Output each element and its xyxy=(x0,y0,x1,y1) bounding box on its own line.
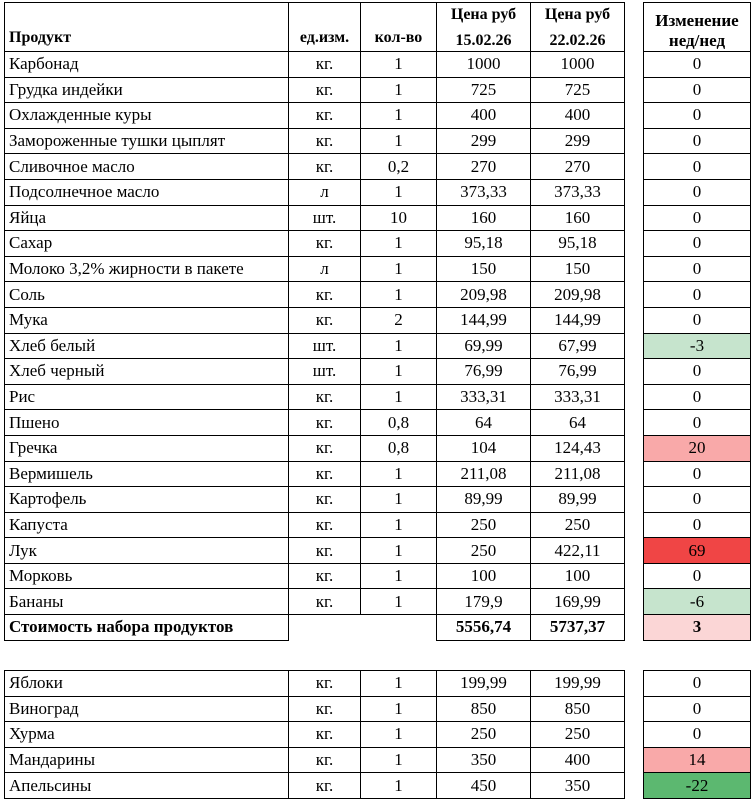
price-1-cell: 250 xyxy=(437,538,531,564)
product-name: Хлеб белый xyxy=(5,333,289,359)
table-row xyxy=(5,461,625,487)
price-1-cell: 150 xyxy=(437,256,531,282)
price-1-cell: 1000 xyxy=(437,52,531,78)
qty-cell: 1 xyxy=(361,696,437,722)
header-price-label-1: Цена руб xyxy=(437,3,531,26)
unit-cell: л xyxy=(289,256,361,282)
unit-cell: кг. xyxy=(289,103,361,129)
product-name: Подсолнечное масло xyxy=(5,179,289,205)
table-row xyxy=(5,487,625,513)
qty-cell: 1 xyxy=(361,538,437,564)
change-cell: 0 xyxy=(644,696,751,722)
header-qty: кол-во xyxy=(361,3,437,52)
product-name: Яблоки xyxy=(5,671,289,697)
change-row xyxy=(644,671,751,697)
table-row xyxy=(5,154,625,180)
change-cell: 0 xyxy=(644,512,751,538)
table-row xyxy=(5,103,625,129)
price-2-cell: 64 xyxy=(531,410,625,436)
unit-cell: кг. xyxy=(289,696,361,722)
change-row xyxy=(644,359,751,385)
qty-cell: 1 xyxy=(361,722,437,748)
price-2-cell: 124,43 xyxy=(531,435,625,461)
unit-cell: кг. xyxy=(289,128,361,154)
price-1-cell: 209,98 xyxy=(437,282,531,308)
qty-cell: 1 xyxy=(361,333,437,359)
qty-cell: 1 xyxy=(361,461,437,487)
qty-cell: 1 xyxy=(361,103,437,129)
qty-cell: 1 xyxy=(361,179,437,205)
change-row xyxy=(644,52,751,78)
table-row xyxy=(5,256,625,282)
price-table xyxy=(4,2,625,641)
qty-cell: 1 xyxy=(361,282,437,308)
table-row xyxy=(5,384,625,410)
qty-cell: 1 xyxy=(361,128,437,154)
header-date-2: 22.02.26 xyxy=(531,25,625,52)
change-cell: -3 xyxy=(644,333,751,359)
unit-cell: кг. xyxy=(289,52,361,78)
header-change-line1: Изменение xyxy=(655,11,739,30)
product-name: Мандарины xyxy=(5,747,289,773)
price-1-cell: 144,99 xyxy=(437,307,531,333)
table-row xyxy=(5,589,625,615)
change-row xyxy=(644,77,751,103)
total-empty-qty xyxy=(361,615,437,641)
price-2-cell: 400 xyxy=(531,103,625,129)
product-name: Картофель xyxy=(5,487,289,513)
total-label: Стоимость набора продуктов xyxy=(5,615,289,641)
table-row xyxy=(5,179,625,205)
unit-cell: кг. xyxy=(289,410,361,436)
unit-cell: кг. xyxy=(289,563,361,589)
change-row xyxy=(644,773,751,799)
change-row xyxy=(644,205,751,231)
price-2-cell: 350 xyxy=(531,773,625,799)
table-row xyxy=(5,563,625,589)
table-row xyxy=(5,538,625,564)
price-1-cell: 373,33 xyxy=(437,179,531,205)
change-cell: 0 xyxy=(644,179,751,205)
table-row xyxy=(5,128,625,154)
header-price-label-2: Цена руб xyxy=(531,3,625,26)
product-name: Хурма xyxy=(5,722,289,748)
price-2-cell: 373,33 xyxy=(531,179,625,205)
table-row xyxy=(5,307,625,333)
qty-cell: 1 xyxy=(361,487,437,513)
price-2-cell: 95,18 xyxy=(531,231,625,257)
price-2-cell: 1000 xyxy=(531,52,625,78)
total-row xyxy=(5,615,625,641)
unit-cell: кг. xyxy=(289,487,361,513)
product-name: Бананы xyxy=(5,589,289,615)
qty-cell: 0,8 xyxy=(361,410,437,436)
table-row xyxy=(5,410,625,436)
fruit-table xyxy=(4,670,625,799)
change-cell: 0 xyxy=(644,722,751,748)
table-row xyxy=(5,282,625,308)
price-2-cell: 250 xyxy=(531,512,625,538)
change-row xyxy=(644,333,751,359)
unit-cell: шт. xyxy=(289,359,361,385)
header-unit: ед.изм. xyxy=(289,3,361,52)
product-name: Соль xyxy=(5,282,289,308)
product-name: Грудка индейки xyxy=(5,77,289,103)
price-1-cell: 69,99 xyxy=(437,333,531,359)
change-row xyxy=(644,154,751,180)
price-1-cell: 160 xyxy=(437,205,531,231)
product-name: Капуста xyxy=(5,512,289,538)
price-1-cell: 89,99 xyxy=(437,487,531,513)
change-cell: 0 xyxy=(644,154,751,180)
change-cell: 0 xyxy=(644,282,751,308)
table-row xyxy=(5,359,625,385)
product-name: Сахар xyxy=(5,231,289,257)
change-row xyxy=(644,461,751,487)
change-row xyxy=(644,103,751,129)
table-row xyxy=(5,671,625,697)
price-1-cell: 64 xyxy=(437,410,531,436)
change-row xyxy=(644,282,751,308)
change-row xyxy=(644,128,751,154)
unit-cell: кг. xyxy=(289,384,361,410)
qty-cell: 1 xyxy=(361,77,437,103)
product-name: Карбонад xyxy=(5,52,289,78)
header-change-line2: нед/нед xyxy=(668,31,726,50)
change-row xyxy=(644,512,751,538)
change-cell: 0 xyxy=(644,359,751,385)
header-product: Продукт xyxy=(5,3,289,52)
table-row xyxy=(5,696,625,722)
price-2-cell: 67,99 xyxy=(531,333,625,359)
header-row-1 xyxy=(5,3,625,26)
price-2-cell: 299 xyxy=(531,128,625,154)
unit-cell: кг. xyxy=(289,307,361,333)
price-2-cell: 400 xyxy=(531,747,625,773)
price-2-cell: 100 xyxy=(531,563,625,589)
qty-cell: 2 xyxy=(361,307,437,333)
unit-cell: кг. xyxy=(289,671,361,697)
product-name: Яйца xyxy=(5,205,289,231)
unit-cell: кг. xyxy=(289,538,361,564)
product-name: Охлажденные куры xyxy=(5,103,289,129)
price-2-cell: 150 xyxy=(531,256,625,282)
price-2-cell: 422,11 xyxy=(531,538,625,564)
change-cell: 0 xyxy=(644,231,751,257)
price-2-cell: 850 xyxy=(531,696,625,722)
table-row xyxy=(5,231,625,257)
table-row xyxy=(5,773,625,799)
change-cell: 69 xyxy=(644,538,751,564)
table-row xyxy=(5,333,625,359)
qty-cell: 1 xyxy=(361,589,437,615)
price-1-cell: 179,9 xyxy=(437,589,531,615)
change-header-row xyxy=(644,3,751,52)
qty-cell: 1 xyxy=(361,671,437,697)
product-name: Апельсины xyxy=(5,773,289,799)
change-cell: 14 xyxy=(644,747,751,773)
unit-cell: кг. xyxy=(289,589,361,615)
product-name: Мука xyxy=(5,307,289,333)
change-row xyxy=(644,410,751,436)
price-1-cell: 350 xyxy=(437,747,531,773)
unit-cell: кг. xyxy=(289,435,361,461)
qty-cell: 0,8 xyxy=(361,435,437,461)
table-row xyxy=(5,512,625,538)
unit-cell: кг. xyxy=(289,512,361,538)
price-1-cell: 100 xyxy=(437,563,531,589)
change-cell: 0 xyxy=(644,563,751,589)
price-2-cell: 76,99 xyxy=(531,359,625,385)
price-2-cell: 333,31 xyxy=(531,384,625,410)
product-name: Замороженные тушки цыплят xyxy=(5,128,289,154)
unit-cell: кг. xyxy=(289,77,361,103)
change-row xyxy=(644,722,751,748)
change-row xyxy=(644,307,751,333)
change-cell: 0 xyxy=(644,384,751,410)
product-name: Хлеб черный xyxy=(5,359,289,385)
qty-cell: 1 xyxy=(361,563,437,589)
price-2-cell: 209,98 xyxy=(531,282,625,308)
price-2-cell: 89,99 xyxy=(531,487,625,513)
qty-cell: 1 xyxy=(361,52,437,78)
change-cell: 0 xyxy=(644,52,751,78)
price-1-cell: 450 xyxy=(437,773,531,799)
qty-cell: 1 xyxy=(361,359,437,385)
qty-cell: 1 xyxy=(361,384,437,410)
price-1-cell: 270 xyxy=(437,154,531,180)
change-cell: 0 xyxy=(644,256,751,282)
unit-cell: л xyxy=(289,179,361,205)
change-cell: -6 xyxy=(644,589,751,615)
qty-cell: 1 xyxy=(361,747,437,773)
change-row xyxy=(644,696,751,722)
price-2-cell: 725 xyxy=(531,77,625,103)
price-2-cell: 270 xyxy=(531,154,625,180)
price-2-cell: 211,08 xyxy=(531,461,625,487)
header-change xyxy=(644,3,751,52)
price-2-cell: 199,99 xyxy=(531,671,625,697)
total-empty-unit xyxy=(289,615,361,641)
price-1-cell: 76,99 xyxy=(437,359,531,385)
product-name: Сливочное масло xyxy=(5,154,289,180)
price-1-cell: 250 xyxy=(437,512,531,538)
qty-cell: 0,2 xyxy=(361,154,437,180)
unit-cell: шт. xyxy=(289,333,361,359)
total-price-2: 5737,37 xyxy=(531,615,625,641)
unit-cell: кг. xyxy=(289,154,361,180)
total-price-1: 5556,74 xyxy=(437,615,531,641)
change-row xyxy=(644,747,751,773)
total-change-row xyxy=(644,615,751,641)
qty-cell: 10 xyxy=(361,205,437,231)
change-cell: 0 xyxy=(644,77,751,103)
table-row xyxy=(5,722,625,748)
change-cell: 0 xyxy=(644,307,751,333)
price-1-cell: 725 xyxy=(437,77,531,103)
qty-cell: 1 xyxy=(361,231,437,257)
unit-cell: кг. xyxy=(289,231,361,257)
header-date-1: 15.02.26 xyxy=(437,25,531,52)
change-row xyxy=(644,487,751,513)
change-row xyxy=(644,384,751,410)
change-row xyxy=(644,563,751,589)
change-row xyxy=(644,435,751,461)
unit-cell: кг. xyxy=(289,773,361,799)
price-2-cell: 169,99 xyxy=(531,589,625,615)
change-row xyxy=(644,589,751,615)
change-cell: -22 xyxy=(644,773,751,799)
product-name: Молоко 3,2% жирности в пакете xyxy=(5,256,289,282)
change-cell: 0 xyxy=(644,487,751,513)
price-1-cell: 199,99 xyxy=(437,671,531,697)
change-row xyxy=(644,256,751,282)
table-row xyxy=(5,747,625,773)
change-row xyxy=(644,179,751,205)
price-2-cell: 144,99 xyxy=(531,307,625,333)
price-1-cell: 333,31 xyxy=(437,384,531,410)
price-1-cell: 400 xyxy=(437,103,531,129)
change-cell: 0 xyxy=(644,103,751,129)
product-name: Пшено xyxy=(5,410,289,436)
unit-cell: кг. xyxy=(289,722,361,748)
table-row xyxy=(5,435,625,461)
table-row xyxy=(5,205,625,231)
price-1-cell: 250 xyxy=(437,722,531,748)
unit-cell: кг. xyxy=(289,282,361,308)
price-1-cell: 211,08 xyxy=(437,461,531,487)
table-row xyxy=(5,52,625,78)
unit-cell: кг. xyxy=(289,747,361,773)
change-table xyxy=(643,2,751,641)
product-name: Рис xyxy=(5,384,289,410)
price-2-cell: 160 xyxy=(531,205,625,231)
change-row xyxy=(644,538,751,564)
qty-cell: 1 xyxy=(361,512,437,538)
change-cell: 0 xyxy=(644,410,751,436)
price-2-cell: 250 xyxy=(531,722,625,748)
price-1-cell: 299 xyxy=(437,128,531,154)
qty-cell: 1 xyxy=(361,256,437,282)
price-1-cell: 104 xyxy=(437,435,531,461)
change-cell: 0 xyxy=(644,461,751,487)
product-name: Вермишель xyxy=(5,461,289,487)
fruit-change-table xyxy=(643,670,751,799)
change-cell: 0 xyxy=(644,671,751,697)
product-name: Виноград xyxy=(5,696,289,722)
product-name: Гречка xyxy=(5,435,289,461)
change-cell: 0 xyxy=(644,205,751,231)
unit-cell: кг. xyxy=(289,461,361,487)
unit-cell: шт. xyxy=(289,205,361,231)
total-change: 3 xyxy=(644,615,751,641)
price-1-cell: 95,18 xyxy=(437,231,531,257)
qty-cell: 1 xyxy=(361,773,437,799)
change-cell: 0 xyxy=(644,128,751,154)
product-name: Морковь xyxy=(5,563,289,589)
product-name: Лук xyxy=(5,538,289,564)
change-cell: 20 xyxy=(644,435,751,461)
table-row xyxy=(5,77,625,103)
change-row xyxy=(644,231,751,257)
price-1-cell: 850 xyxy=(437,696,531,722)
